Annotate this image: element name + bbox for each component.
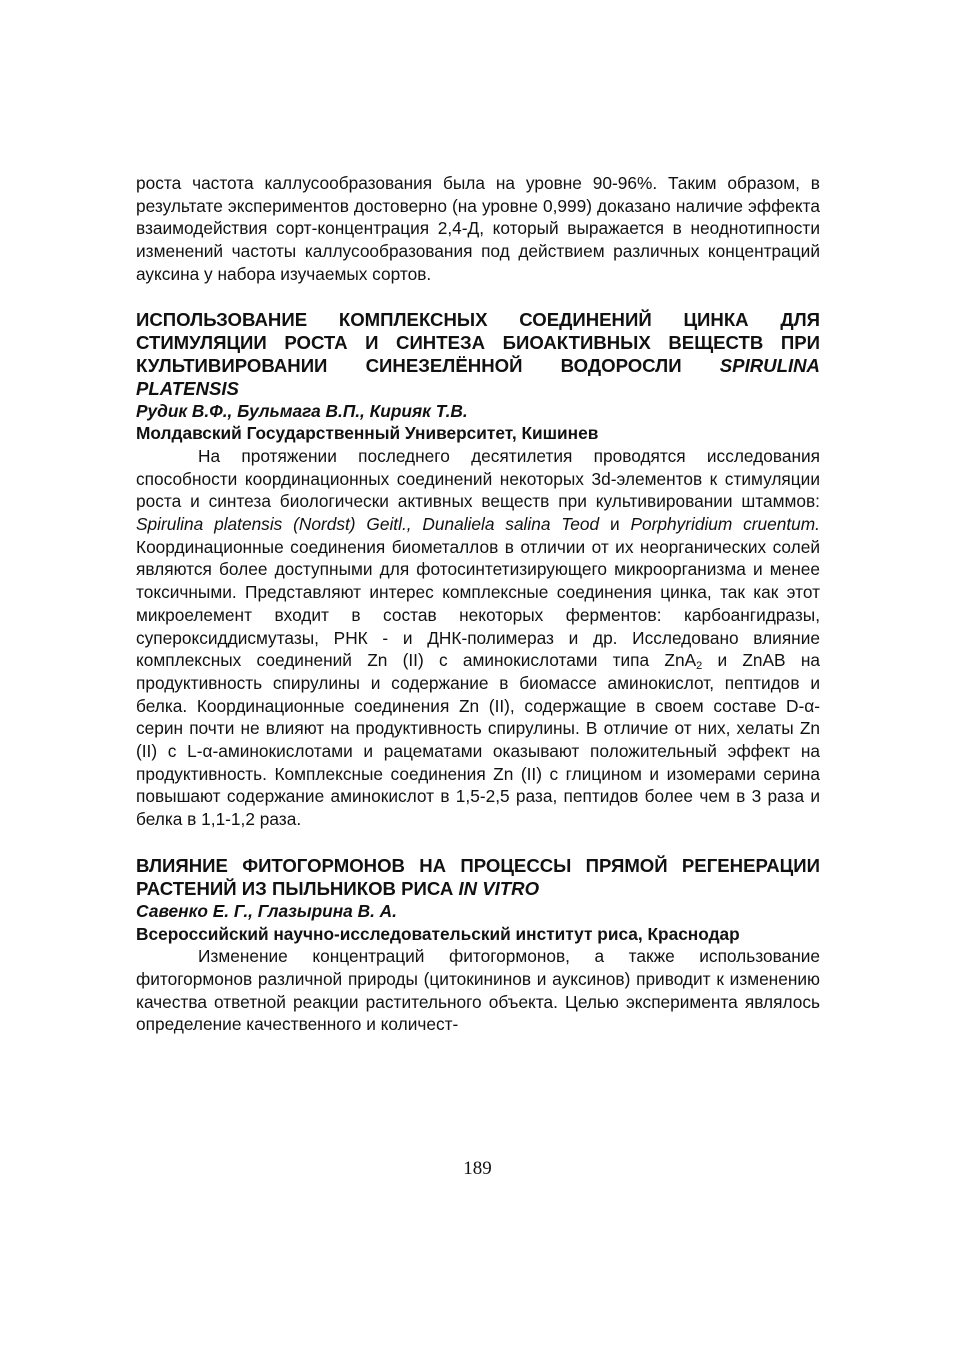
subscript: 2 bbox=[696, 660, 703, 673]
article-title-species: SPIRULINA PLATENSIS bbox=[136, 354, 820, 399]
species-names: Spirulina platensis (Nordst) Geitl., Dunaliela salina Teod bbox=[136, 514, 600, 535]
article-title bbox=[136, 854, 820, 900]
article-body: Изменение концентраций фитогормонов, а также использование фитогормонов различной природы (цитокининов и ауксинов) приводит к изменению качества ответной реакции растительного объекта. Целью эксперимента являлось определение качественного и количест- bbox=[136, 946, 820, 1035]
article-authors: Рудик В.Ф., Бульмага В.П., Кирияк Т.В. bbox=[136, 400, 468, 421]
body-text: На протяжении последнего десятилетия проводятся исследования способности координационных соединений некоторых 3d-элементов к стимуляции роста и синтеза биологически активных веществ при культивировании штаммов: bbox=[136, 445, 820, 512]
species-name: Porphyridium cruentum. bbox=[630, 514, 820, 535]
article-title-text: ИСПОЛЬЗОВАНИЕ КОМПЛЕКСНЫХ СОЕДИНЕНИЙ ЦИНКА ДЛЯ СТИМУЛЯЦИИ РОСТА И СИНТЕЗА БИОАКТИВНЫХ ВЕЩЕСТВ ПРИ КУЛЬТИВИРОВАНИИ СИНЕЗЕЛЁННОЙ ВОДОРОСЛИ bbox=[136, 308, 820, 376]
page-number: 189 bbox=[463, 1158, 492, 1179]
page-content bbox=[136, 172, 820, 1036]
article-affiliation: Всероссийский научно-исследовательский институт риса, Краснодар bbox=[136, 923, 740, 944]
article-title-text: ВЛИЯНИЕ ФИТОГОРМОНОВ НА ПРОЦЕССЫ ПРЯМОЙ РЕГЕНЕРАЦИИ РАСТЕНИЙ ИЗ ПЫЛЬНИКОВ РИСА bbox=[136, 854, 820, 899]
article-affiliation: Молдавский Государственный Университет, Кишинев bbox=[136, 423, 599, 444]
body-text: Координационные соединения биометаллов в отличии от их неорганических солей являются более доступными для фотосинтетизирующего микроорганизма и менее токсичными. Представляют интерес комплексные соединения цинка, так как этот микроелемент входит в состав некоторых ферментов: карбоангидразы, супероксиддисмутазы, РНК - и ДНК-полимераз и др. Исследовано влияние комплексных соединений Zn (II) с аминокислотами типа ZnA bbox=[136, 536, 820, 671]
body-text: и ZnAB на продуктивность спирулины и содержание в биомассе аминокислот, пептидов и белка. Координационные соединения Zn (II), содержащие в своем составе D-α-серин почти не влияют на продуктивность спирулины. В отличие от них, хелаты Zn (II) с L-α-аминокислотами и рацематами оказывают положительный эффект на продуктивность. Комплексные соединения Zn (II) с глицином и изомерами серина повышают содержание аминокислот в 1,5-2,5 раза, пептидов более чем в 3 раза и белка в 1,1-1,2 раза. bbox=[136, 650, 820, 830]
article-authors: Савенко Е. Г., Глазырина В. А. bbox=[136, 900, 397, 921]
article-title-italic: IN VITRO bbox=[458, 877, 540, 899]
continuation-paragraph: роста частота каллусообразования была на уровне 90-96%. Таким образом, в результате экспериментов достоверно (на уровне 0,999) доказано наличие эффекта взаимодействия сорт-концентрация 2,4-Д, который выражается в неоднотипности изменений частоты каллусообразования под действием различных концентраций ауксина у набора изучаемых сортов. bbox=[136, 173, 820, 284]
article-body bbox=[136, 445, 820, 831]
article-title bbox=[136, 308, 820, 400]
body-conjunction: и bbox=[609, 514, 620, 535]
